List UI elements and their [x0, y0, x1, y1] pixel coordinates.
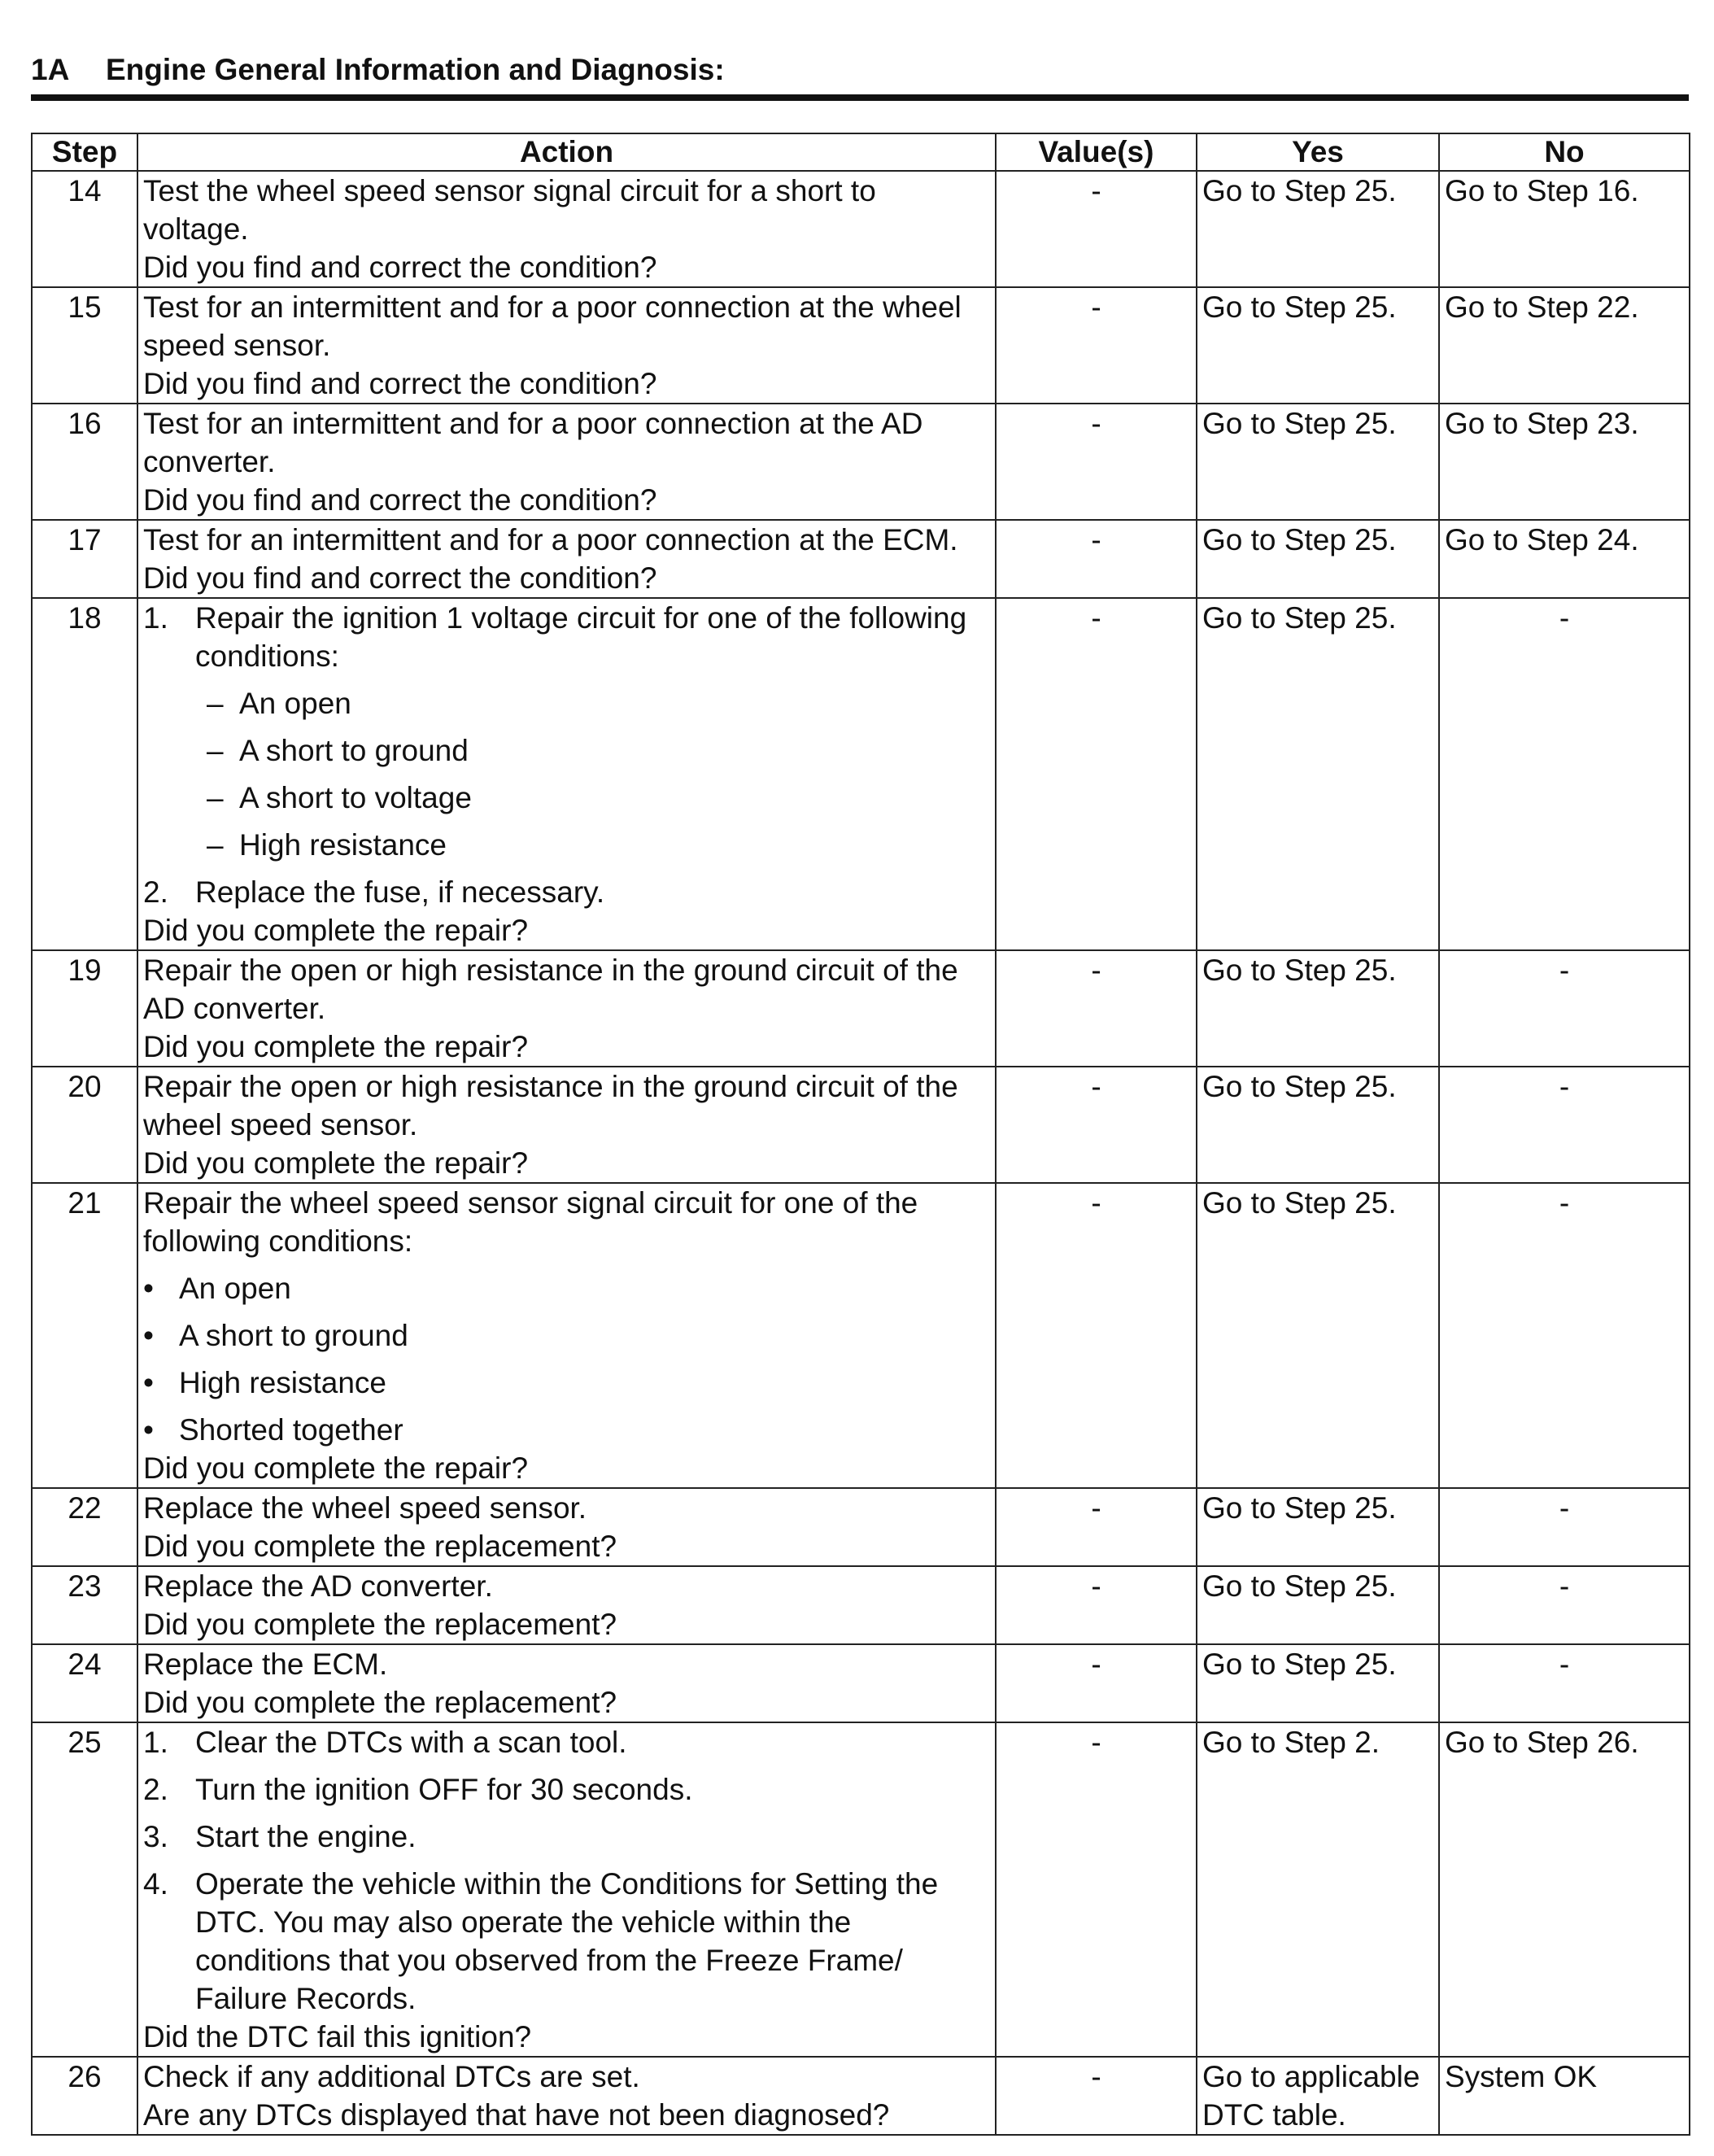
table-header-row	[32, 133, 1690, 171]
bullet-text: High resistance	[179, 1366, 387, 1399]
action-line: Replace the ECM.	[143, 1648, 388, 1681]
action-question: Did you complete the repair?	[143, 1451, 529, 1485]
no-cell: Go to Step 16.	[1439, 171, 1690, 287]
section-title: Engine General Information and Diagnosis:	[106, 53, 725, 86]
dash-item-text: A short to voltage	[239, 781, 472, 814]
value-cell: -	[996, 1644, 1197, 1722]
action-question: Did you find and correct the condition?	[143, 251, 657, 284]
yes-cell: Go to Step 25.	[1197, 520, 1439, 598]
action-question: Did you find and correct the condition?	[143, 367, 657, 400]
action-question: Did you complete the replacement?	[143, 1686, 617, 1719]
dash-marker: –	[207, 734, 224, 767]
step-number: 16	[32, 404, 137, 520]
action-cell	[137, 598, 996, 950]
action-cell	[137, 520, 996, 598]
step-number: 21	[32, 1183, 137, 1488]
action-cell	[137, 950, 996, 1067]
yes-cell: Go to Step 25.	[1197, 287, 1439, 404]
item-number: 4.	[143, 1867, 168, 1901]
no-cell: -	[1439, 1566, 1690, 1644]
dash-marker: –	[207, 781, 224, 814]
dash-item-text: A short to ground	[239, 734, 469, 767]
no-cell: -	[1439, 1644, 1690, 1722]
action-line: Test the wheel speed sensor signal circuit for a short to	[143, 174, 876, 207]
header-rule	[31, 94, 1689, 101]
item-number: 2.	[143, 1773, 168, 1806]
action-cell	[137, 171, 996, 287]
table-row	[32, 520, 1690, 598]
yes-cell: Go to Step 25.	[1197, 1067, 1439, 1183]
value-cell: -	[996, 1722, 1197, 2057]
action-line: Test for an intermittent and for a poor connection at the wheel	[143, 290, 962, 324]
action-cell	[137, 1067, 996, 1183]
value-cell: -	[996, 171, 1197, 287]
step-number: 18	[32, 598, 137, 950]
table-row	[32, 1488, 1690, 1566]
col-header-yes: Yes	[1197, 133, 1439, 171]
bullet-marker: •	[143, 1319, 154, 1352]
yes-cell: Go to Step 25.	[1197, 598, 1439, 950]
item-text: Operate the vehicle within the Conditions for Setting the DTC. You may also operate the vehicle within the conditions that you observed from the Freeze Frame/ Failure Records.	[195, 1867, 939, 2015]
dash-item	[143, 826, 990, 864]
item-number: 3.	[143, 1820, 168, 1853]
no-cell: -	[1439, 1067, 1690, 1183]
action-question: Did the DTC fail this ignition?	[143, 2020, 532, 2053]
numbered-item	[143, 1770, 990, 1809]
numbered-item	[143, 873, 990, 911]
col-header-step: Step	[32, 133, 137, 171]
bullet-text: A short to ground	[179, 1319, 408, 1352]
no-cell: Go to Step 23.	[1439, 404, 1690, 520]
action-question: Did you complete the replacement?	[143, 1608, 617, 1641]
action-line: Repair the wheel speed sensor signal circuit for one of the	[143, 1186, 918, 1220]
step-number: 23	[32, 1566, 137, 1644]
value-cell: -	[996, 1566, 1197, 1644]
bullet-marker: •	[143, 1272, 154, 1305]
action-question: Are any DTCs displayed that have not been diagnosed?	[143, 2098, 890, 2132]
table-row	[32, 404, 1690, 520]
bullet-text: Shorted together	[179, 1413, 403, 1447]
action-line: voltage.	[143, 212, 249, 246]
step-number: 19	[32, 950, 137, 1067]
step-number: 14	[32, 171, 137, 287]
dash-item-text: An open	[239, 687, 351, 720]
numbered-item	[143, 1865, 990, 2018]
table-row	[32, 1067, 1690, 1183]
table-row	[32, 1183, 1690, 1488]
action-cell	[137, 2057, 996, 2135]
bullet-text: An open	[179, 1272, 291, 1305]
action-question: Did you find and correct the condition?	[143, 561, 657, 595]
action-line: Repair the open or high resistance in the ground circuit of the	[143, 954, 958, 987]
step-number: 22	[32, 1488, 137, 1566]
action-line: Replace the AD converter.	[143, 1569, 493, 1603]
value-cell: -	[996, 598, 1197, 950]
step-number: 25	[32, 1722, 137, 2057]
item-text: Clear the DTCs with a scan tool.	[195, 1726, 627, 1759]
yes-cell: Go to Step 25.	[1197, 1183, 1439, 1488]
no-cell: -	[1439, 950, 1690, 1067]
yes-cell: Go to Step 25.	[1197, 1488, 1439, 1566]
bullet-marker: •	[143, 1366, 154, 1399]
no-cell: System OK	[1439, 2057, 1690, 2135]
dash-item-text: High resistance	[239, 828, 447, 862]
action-line: Test for an intermittent and for a poor connection at the AD	[143, 407, 923, 440]
yes-cell: Go to Step 25.	[1197, 950, 1439, 1067]
no-cell: -	[1439, 1488, 1690, 1566]
col-header-no: No	[1439, 133, 1690, 171]
dash-item	[143, 779, 990, 817]
action-line: Test for an intermittent and for a poor connection at the ECM.	[143, 523, 958, 556]
no-cell: -	[1439, 1183, 1690, 1488]
action-question: Did you complete the repair?	[143, 914, 529, 947]
item-number: 1.	[143, 1726, 168, 1759]
action-line: wheel speed sensor.	[143, 1108, 418, 1141]
bullet-item	[143, 1411, 990, 1449]
step-number: 24	[32, 1644, 137, 1722]
step-number: 17	[32, 520, 137, 598]
action-question: Did you complete the repair?	[143, 1146, 529, 1180]
value-cell: -	[996, 1183, 1197, 1488]
diagnostic-table	[31, 133, 1690, 2136]
table-row	[32, 171, 1690, 287]
table-row	[32, 1722, 1690, 2057]
value-cell: -	[996, 404, 1197, 520]
table-row	[32, 1566, 1690, 1644]
section-number: 1A	[31, 53, 70, 86]
item-text: Replace the fuse, if necessary.	[195, 875, 605, 909]
table-row	[32, 287, 1690, 404]
table-row	[32, 1644, 1690, 1722]
bullet-item	[143, 1269, 990, 1307]
action-question: Did you find and correct the condition?	[143, 483, 657, 517]
item-text: Start the engine.	[195, 1820, 417, 1853]
action-line: speed sensor.	[143, 329, 331, 362]
numbered-item	[143, 1723, 990, 1761]
action-question: Did you complete the repair?	[143, 1030, 529, 1063]
numbered-item	[143, 599, 990, 675]
item-number: 1.	[143, 601, 168, 635]
action-line: Check if any additional DTCs are set.	[143, 2060, 640, 2093]
yes-cell: Go to Step 25.	[1197, 1566, 1439, 1644]
action-cell	[137, 1488, 996, 1566]
item-number: 2.	[143, 875, 168, 909]
value-cell: -	[996, 2057, 1197, 2135]
numbered-item	[143, 1818, 990, 1856]
item-text: Repair the ignition 1 voltage circuit for one of the following conditions:	[195, 601, 967, 673]
yes-cell: Go to applicable DTC table.	[1197, 2057, 1439, 2135]
action-question: Did you complete the replacement?	[143, 1530, 617, 1563]
step-number: 20	[32, 1067, 137, 1183]
action-line: following conditions:	[143, 1224, 413, 1258]
dash-marker: –	[207, 828, 224, 862]
table-row	[32, 2057, 1690, 2135]
item-text: Turn the ignition OFF for 30 seconds.	[195, 1773, 693, 1806]
col-header-values: Value(s)	[996, 133, 1197, 171]
value-cell: -	[996, 520, 1197, 598]
col-header-action: Action	[137, 133, 996, 171]
action-line: converter.	[143, 445, 276, 478]
yes-cell: Go to Step 25.	[1197, 171, 1439, 287]
value-cell: -	[996, 1488, 1197, 1566]
action-cell	[137, 1644, 996, 1722]
action-cell	[137, 1183, 996, 1488]
bullet-marker: •	[143, 1413, 154, 1447]
action-cell	[137, 287, 996, 404]
dash-item	[143, 684, 990, 722]
action-line: Replace the wheel speed sensor.	[143, 1491, 587, 1525]
action-line: AD converter.	[143, 992, 326, 1025]
table-row	[32, 950, 1690, 1067]
no-cell: Go to Step 22.	[1439, 287, 1690, 404]
page-header	[31, 50, 1682, 89]
action-line: Repair the open or high resistance in the ground circuit of the	[143, 1070, 958, 1103]
value-cell: -	[996, 950, 1197, 1067]
action-cell	[137, 1566, 996, 1644]
yes-cell: Go to Step 25.	[1197, 1644, 1439, 1722]
bullet-item	[143, 1364, 990, 1402]
value-cell: -	[996, 287, 1197, 404]
action-cell	[137, 404, 996, 520]
dash-marker: –	[207, 687, 224, 720]
no-cell: -	[1439, 598, 1690, 950]
step-number: 26	[32, 2057, 137, 2135]
no-cell: Go to Step 26.	[1439, 1722, 1690, 2057]
yes-cell: Go to Step 2.	[1197, 1722, 1439, 2057]
no-cell: Go to Step 24.	[1439, 520, 1690, 598]
table-row	[32, 598, 1690, 950]
dash-item	[143, 731, 990, 770]
action-cell	[137, 1722, 996, 2057]
yes-cell: Go to Step 25.	[1197, 404, 1439, 520]
value-cell: -	[996, 1067, 1197, 1183]
step-number: 15	[32, 287, 137, 404]
bullet-item	[143, 1316, 990, 1355]
